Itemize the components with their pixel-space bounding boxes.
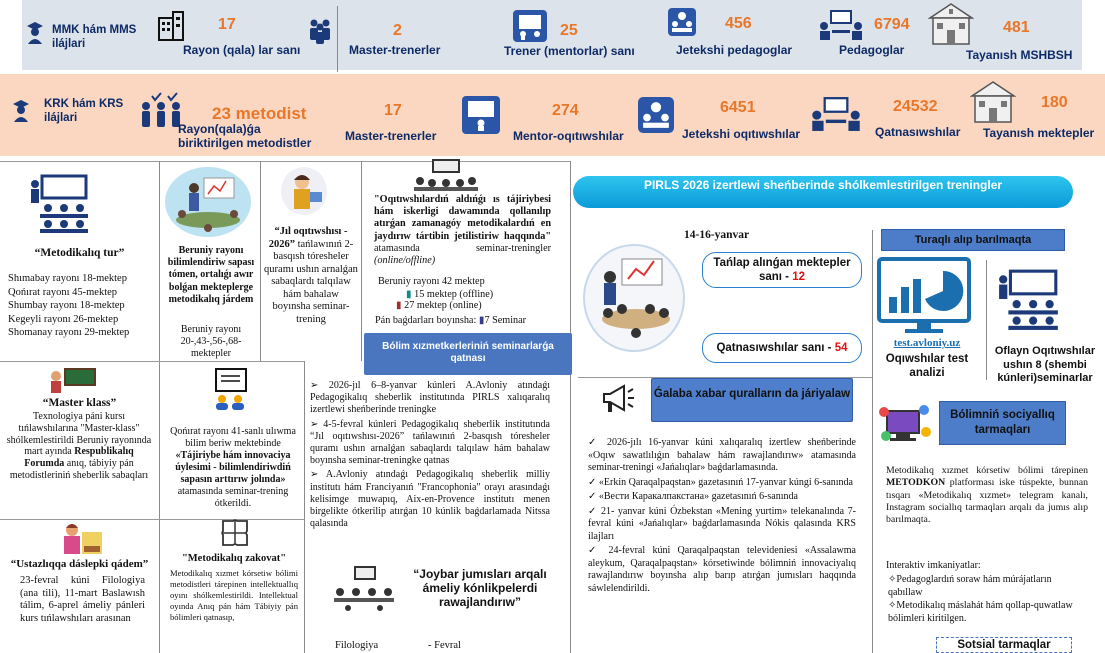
- beruniy-count: Beruniy rayonı 42 mektep: [378, 276, 485, 287]
- teacher-icon: [280, 166, 328, 216]
- media-list: [588, 437, 856, 595]
- platform-name: METODKON: [886, 477, 946, 489]
- social-media-icon: [878, 402, 932, 448]
- graduate-icon: [12, 98, 30, 122]
- bullet-text: A.Avloniy atındaǵı Pedagogikalıq sheberlik milliy institutı hám Franciyanıń "Francophonia" orayı arasındaǵı kelisimge muwapıq, Aix-en-Provence institutı menen birgelikte ótkerilip atırǵan 10 kúnlik baǵdarlamada Nitssa qalasında: [310, 469, 551, 530]
- tayan-count: 481: [1003, 19, 1030, 36]
- book-icon: ▮: [478, 315, 485, 326]
- tur-list: [8, 272, 158, 340]
- list-item: ✓ 2026-jılı 16-yanvar kúni xalıqaralıq izertlew sheńberinde «Oqıw sawatlılıǵın bahalaw hám rawajlandırıw» atamasında seminar-treningi «Jańalıqlar» baǵdarlamasında.: [588, 437, 856, 473]
- ustaz-text: 23-fevral kúni Filologiya (ana tili), 11-mart Baslawısh tálim, 6-aprel ámeliy pánleri kurs tıńlawshıları arasınan: [20, 575, 145, 624]
- metod-count: 23 metodist: [212, 104, 307, 123]
- selected-count: 12: [792, 271, 806, 283]
- jil-text: tańlawınıń 2-basqısh tóresheler quramı ushın arnalǵan sabaqlardı talqılaw hám bahalaw boyınsha seminar-trening: [264, 238, 358, 325]
- teacher-icon: [60, 522, 104, 558]
- krk-label: KRK hám KRS ilájlari: [44, 98, 124, 124]
- divider: [570, 161, 571, 653]
- text: platforması iske túspekte, bunnan tısqarı «Metodikalıq xızmet» telegram kanalı, Instagram sociallıq tarmaqları arqalı da jumıs alıp barılmaqta.: [886, 477, 1088, 526]
- jet-label: Jetekshi oqıtıwshılar: [682, 127, 801, 141]
- classroom-icon: [818, 10, 864, 40]
- divider: [0, 361, 304, 362]
- media-title-box: Ǵalaba xabar quralların da járiyalaw: [651, 378, 853, 422]
- divider: [159, 161, 160, 653]
- list-item: ✓ «Вести Каракалпакстана» gazetasınıń 6-sanında: [588, 491, 798, 502]
- list-item: Shımabay rayonı 18-mektep: [8, 273, 127, 284]
- media-text: 21- yanvar kúni Ózbekstan «Mening yurtim» telekanalında 7-fevral kúni «Jańalıqlar» baǵdarlamasında Nókis qalasında KRS ilajları: [588, 505, 856, 542]
- training-photo-icon: [582, 243, 686, 353]
- offline-text: 15 mektep (offline): [414, 289, 494, 300]
- turaqli-box: Turaqlı alıp barılmaqta: [881, 229, 1065, 251]
- text: Qońırat rayonı 41-sanlı ulıwma bilim beriw mektebinde: [170, 426, 296, 449]
- pan-value: 7 Seminar: [484, 315, 527, 326]
- group-icon: [308, 18, 332, 44]
- leader-icon: [668, 8, 696, 36]
- media-text: 2026-jılı 16-yanvar kúni xalıqaralıq izertlew sheńberinde «Oqıw sawatlılıǵın bahalaw hám rawajlandırıw» atamasında seminar-treningi «Jańalıqlar» baǵdarlamasında.: [588, 437, 856, 473]
- divider: [361, 161, 362, 361]
- master2-count: 17: [384, 102, 402, 119]
- list-item: Kegeyli rayonı 26-mektep: [8, 313, 119, 325]
- master-klass-title: “Master klass”: [42, 397, 117, 409]
- divider: [986, 260, 987, 380]
- text: Texnologiya páni kursı tıńlawshılarına "Master-klass" shólkemlestirildi Beruniy rayonında mart ayında: [6, 411, 152, 458]
- master-count: 2: [393, 22, 402, 39]
- pan-line: [375, 315, 526, 328]
- participants-label: Qatnasıwshılar sanı -: [716, 342, 832, 354]
- zakovat-text: Metodikalıq xızmet kórsetiw bólimi metodistleri tárepinen intellektuallıq oyını shólkemlestirildi. Intellektual oyında Anıq pán hám Tábiyiy pán bólimleri qatnasıp,: [170, 568, 298, 622]
- list-item: Qońırat rayonı 45-mektep: [8, 286, 118, 298]
- qongirat-text: [164, 426, 302, 510]
- text: anıq, tábiyiy pán metodistleriniń sheberlik sabaqları: [9, 458, 149, 481]
- text: Metodikalıq xızmet kórsetiw bólimi tárepinen: [886, 465, 1088, 476]
- divider: [337, 6, 338, 72]
- text: atamasında seminar-trening ótkerildi.: [177, 486, 289, 509]
- rayon-label: Rayon (qala) lar sanı: [183, 43, 301, 57]
- list-item: ✓ 21- yanvar kúni Ózbekstan «Mening yurtim» telekanalında 7-fevral kúni «Jańalıqlar» baǵdarlamasında Nókis qalasında KRS ilajları: [588, 505, 856, 542]
- metod-label: Rayon(qala)ǵa biriktirilgen metodistler: [178, 122, 312, 150]
- zakovat-title: "Metodikalıq zakovat": [181, 553, 287, 564]
- analytics-icon: [877, 257, 971, 337]
- participants-box: [702, 333, 862, 363]
- presentation-icon: [513, 10, 547, 42]
- trener-count: 25: [560, 22, 578, 39]
- interaktiv-list: [888, 574, 1086, 625]
- jil-block: [263, 226, 359, 326]
- graduate-icon: [26, 20, 44, 44]
- divider: [304, 361, 305, 653]
- mentor-label: Mentor-oqıtıwshılar: [513, 129, 624, 143]
- beruniy-tail: Beruniy rayonı 20-,43-,56-,68-mektepler: [180, 324, 242, 360]
- ped-count: 6794: [874, 16, 910, 33]
- online-count: [396, 300, 482, 313]
- list-item: ✧Metodikalıq máslahát hám qollap-quwatlaw bólimleri kiritilgen.: [888, 600, 1073, 624]
- rayon-count: 17: [218, 16, 236, 33]
- list-item: ✓ 24-fevral kúni Qaraqalpaqstan televideniesi «Assalawma aleykum, Qaraqalpaqstan» kórsetiwinde bólimniń innovaciyalıq rawajlandırıw boyınsha alıp barıp atırǵan jumısları haqqında sáwlelendirildi.: [588, 545, 856, 594]
- jil-title: “Jıl oqıtıwshısı - 2026”: [268, 226, 348, 250]
- pan-label: Pán baǵdarları boyınsha:: [375, 315, 477, 326]
- classroom-icon: [810, 96, 862, 132]
- school-icon: [970, 80, 1016, 126]
- quote-tail: atamasında seminar-treningler: [374, 242, 551, 254]
- list-item: ✓ «Erkin Qaraqalpaqstan» gazetasınıń 17-yanvar kúngi 6-sanında: [588, 476, 853, 488]
- list-item: Shomanay rayonı 29-mektep: [8, 327, 130, 338]
- tayan-label: Tayanısh MSHBSH: [966, 48, 1073, 62]
- tay-label: Tayanısh mektepler: [983, 126, 1095, 140]
- presentation-icon: [462, 96, 500, 134]
- media-text: «Вести Каракалпакстана» gazetasınıń 6-sanında: [598, 491, 798, 502]
- master-klass-text: [4, 411, 154, 482]
- social-text: [886, 465, 1088, 526]
- pin-icon: ▮: [406, 289, 412, 300]
- seminar-list: [310, 380, 550, 530]
- qat-count: 24532: [893, 98, 938, 115]
- jetekshi-label: Jetekshi pedagoglar: [676, 43, 793, 57]
- classroom-photo-icon: [328, 566, 400, 612]
- divider: [0, 519, 304, 520]
- meeting-photo-icon: [164, 166, 252, 238]
- list-item: ✧Pedagoglardıń soraw hám múrájatların qabıllaw: [888, 574, 1052, 598]
- divider: [260, 161, 261, 361]
- offline-seminars-label: Oflayn Oqıtıwshılar ushın 8 (shembi kúnleri)seminarlar: [994, 345, 1096, 384]
- qat-label: Qatnasıwshılar: [875, 125, 961, 139]
- media-text: 24-fevral kúni Qaraqalpaqstan televideniesi «Assalawma aleykum, Qaraqalpaqstan» kórsetiwinde bólimniń innovaciyalıq rawajlandırıw boyınsha alıp barıp atırǵan jumısları haqqında sáwlelendirildi.: [588, 545, 856, 594]
- text-bold: «Tájiriybe hám innovaciya úylesimi - bilimlendiriwdiń sapasın arttırıw jolında»: [175, 450, 291, 485]
- selected-schools-box: [702, 252, 862, 288]
- pirls-title-banner: PIRLS 2026 izertlewi sheńberinde shólkemlestirilgen treningler: [573, 176, 1073, 208]
- building-icon: [157, 10, 185, 42]
- list-item: ➢ 4-5-fevral kúnleri Pedagogikalıq sheberlik institutında “Jıl oqıtıwshısı-2026” tańlawınıń 2-basqısh tóresheler quramı ushın arnalǵan sabaqlardı talqılaw hám bahalaw boyınsha seminar-treningke qatnas: [310, 418, 550, 467]
- online-text: 27 mektep (online): [404, 300, 482, 311]
- master-label: Master-trenerler: [349, 43, 441, 57]
- sotsial-box: Sotsial tarmaqlar: [936, 637, 1072, 653]
- ustaz-title: “Ustazlıqqa dáslepki qádem”: [10, 558, 149, 570]
- jet-count: 6451: [720, 99, 756, 116]
- bullet-text: 4-5-fevral kúnleri Pedagogikalıq sheberlik institutında “Jıl oqıtıwshısı-2026” tańlawınıń 2-basqısh tóresheler quramı ushın arnalǵan sabaqlardı talqılaw hám bahalaw boyınsha seminar-treningke qatnas: [310, 418, 550, 467]
- teacher-board-icon: [48, 366, 98, 394]
- metod-tur-title: “Metodikalıq tur”: [34, 247, 125, 259]
- fevral-label: - Fevral: [428, 640, 461, 651]
- test-label: Oqıwshılar test analizi: [885, 353, 969, 379]
- text-bold: Respublikalıq Forumda: [24, 446, 134, 470]
- social-title-box: Bólimniń sociyallıq tarmaqları: [939, 401, 1066, 445]
- jetekshi-count: 456: [725, 15, 752, 32]
- online-class-icon: [212, 367, 252, 411]
- classroom-photo-icon: [410, 159, 482, 193]
- leader-icon: [638, 97, 674, 133]
- divider: [0, 161, 570, 162]
- lecture-icon: [996, 258, 1062, 340]
- bullet-text: 2026-jıl 6–8-yanvar kúnleri A.Avloniy atındaǵı Pedagogikalıq sheberlik institutında PIRLS xalıqaralıq izertlewi sheńberinde treningke: [310, 380, 550, 416]
- tay-count: 180: [1041, 94, 1068, 111]
- participants-count: 54: [834, 342, 848, 354]
- divider: [872, 230, 873, 653]
- megaphone-icon: [600, 382, 636, 416]
- school-icon: [928, 2, 974, 48]
- test-site-link[interactable]: test.avloniy.uz: [893, 337, 961, 349]
- quote-italic: (online/offline): [374, 255, 436, 267]
- selected-label: Tańlap alınǵan mektepler sanı -: [713, 257, 851, 283]
- trener-label: Trener (mentorlar) sanı: [504, 44, 635, 58]
- master2-label: Master-trenerler: [345, 129, 437, 143]
- lecture-icon: [28, 172, 92, 234]
- joybar-title: “Joybar jumısları arqalı ámeliy kónlikpelerdi rawajlandırıw”: [413, 567, 547, 609]
- media-text: «Erkin Qaraqalpaqstan» gazetasınıń 17-yanvar kúngi 6-sanında: [598, 476, 853, 488]
- pin-icon: ▮: [396, 300, 402, 311]
- mentor-count: 274: [552, 102, 579, 119]
- list-item: ➢ 2026-jıl 6–8-yanvar kúnleri A.Avloniy atındaǵı Pedagogikalıq sheberlik institutında PIRLS xalıqaralıq izertlewi sheńberinde treningke: [310, 380, 550, 416]
- quote-bold: "Oqıtıwshılardıń aldıńǵı ıs tájiriybesi hám iskerligi dawamında qollanılıp atırǵan zamanagóy metodikalardıń en jaydırıw tártibin jetilistiriw haqqında": [374, 194, 551, 242]
- filologiya-label: Filologiya: [335, 640, 379, 651]
- mmk-label: MMK hám MMS ilájlari: [52, 24, 137, 50]
- interaktiv-label: Interaktiv imkaniyatlar:: [886, 560, 981, 571]
- puzzle-icon: [220, 518, 250, 548]
- list-item: ➢ A.Avloniy atındaǵı Pedagogikalıq sheberlik milliy institutı hám Franciyanıń "Francophonia" orayı arasındaǵı kelisimge muwapıq, Aix-en-Provence institutı menen birgelikte ótkerilip atırǵan 10 kúnlik baǵdarlamada Nitssa qalasında: [310, 469, 551, 530]
- quote-block: [374, 194, 551, 267]
- seminar-header-box: Bólim xızmetkerleriniń seminarlarǵa qatnası: [364, 333, 572, 375]
- training-date: 14-16-yanvar: [684, 229, 750, 241]
- beruniy-bold: Beruniy rayonı bilimlendiriw sapası tómen, ortalıǵı awır bolǵan mekteplerge metodikalıq járdem: [167, 245, 255, 305]
- list-item: Shumbay rayonı 18-mektep: [8, 300, 125, 311]
- ped-label: Pedagoglar: [839, 43, 905, 57]
